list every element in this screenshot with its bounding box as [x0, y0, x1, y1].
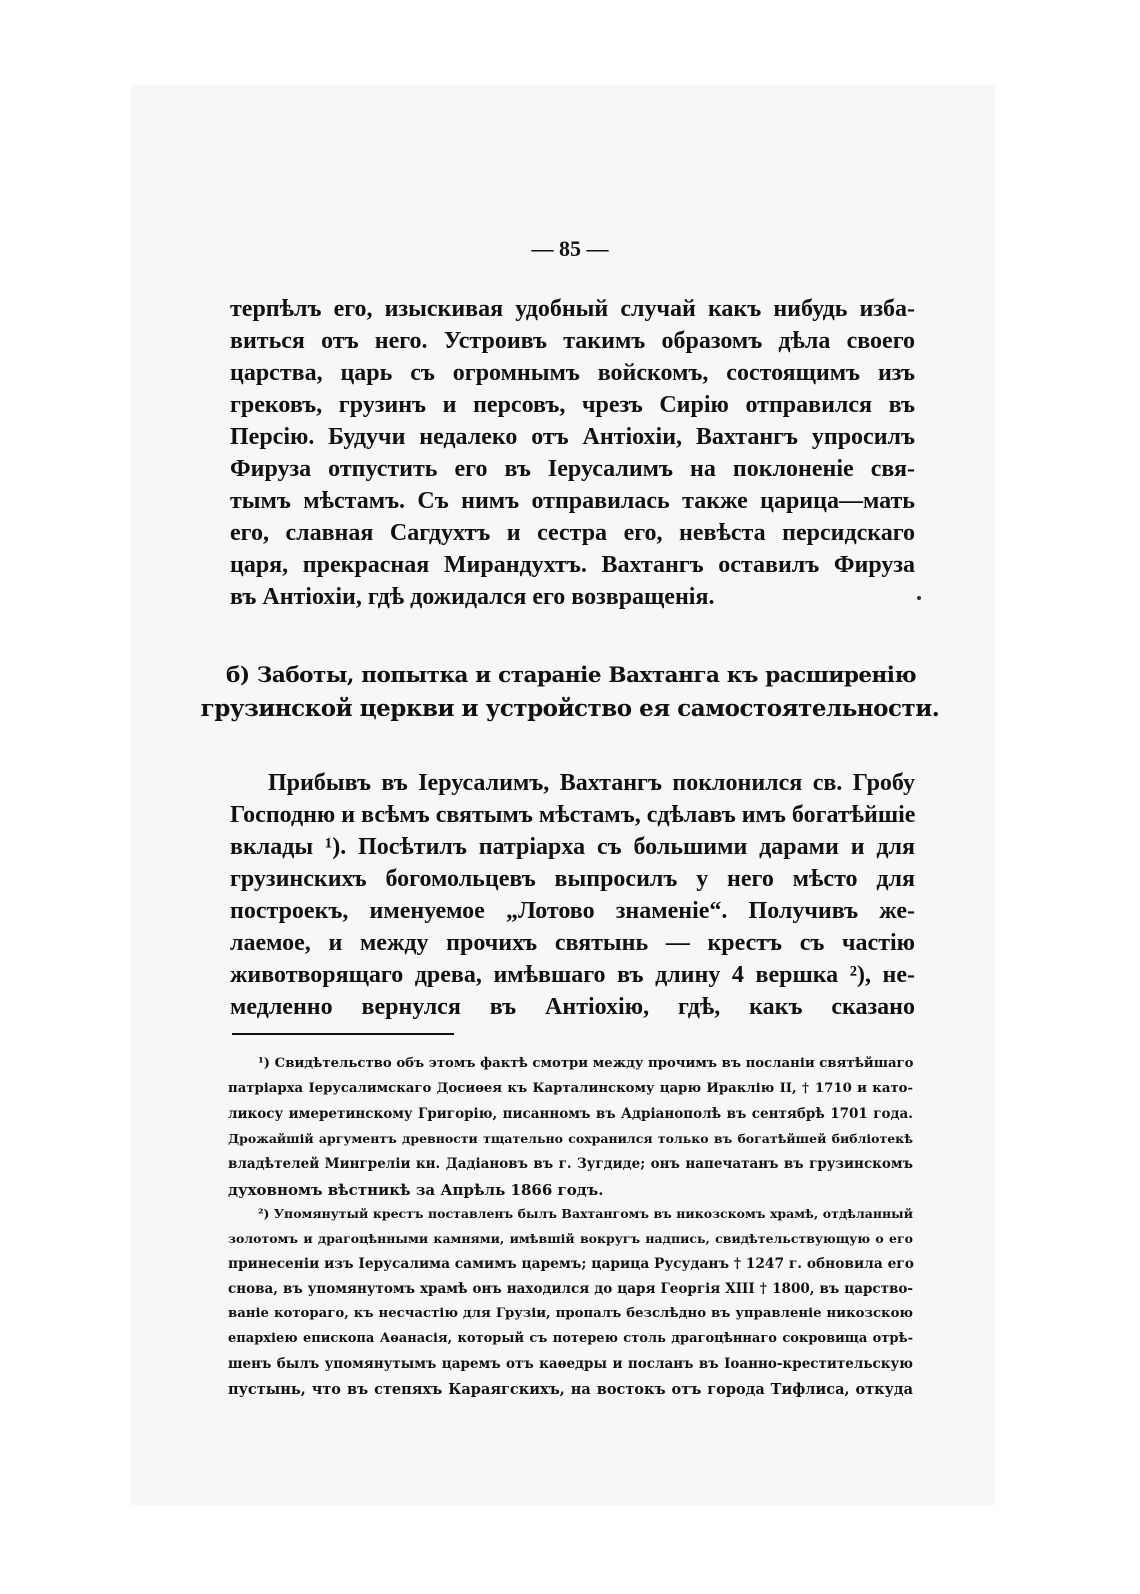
footnote2-line: шенъ былъ упомянутымъ царемъ отъ каѳедры и посланъ въ Іоанно-крестительскую — [228, 1356, 913, 1372]
footnote1-line: ликосу имеретинскому Григорію, писанномъ въ Адріанополѣ въ сентябрѣ 1701 года. — [228, 1106, 913, 1122]
paragraph1-line: терпѣлъ его, изыскивая удобный случай какъ нибудь изба- — [230, 296, 915, 322]
paragraph1-line: виться отъ него. Устроивъ такимъ образомъ дѣла своего — [230, 328, 915, 354]
paragraph2-line: медленно вернулся въ Антіохію, гдѣ, какъ сказано — [230, 994, 915, 1020]
paragraph2-line: построекъ, именуемое „Лотово знаменіе“. Получивъ же- — [230, 898, 915, 924]
footnote1-line: ¹) Свидѣтельство объ этомъ фактѣ смотри между прочимъ въ посланіи святѣйшаго — [258, 1056, 914, 1071]
paragraph2-line: Господню и всѣмъ святымъ мѣстамъ, сдѣлавъ имъ богатѣйшіе — [230, 802, 916, 828]
paragraph1-line: Персію. Будучи недалеко отъ Антіохіи, Вахтангъ упросилъ — [230, 424, 915, 450]
paragraph1-line: царя, прекрасная Мирандухтъ. Вахтангъ оставилъ Фируза — [230, 552, 915, 578]
footnote1-line: духовномъ вѣстникѣ за Апрѣль 1866 годъ. — [228, 1181, 604, 1199]
paragraph1-line: грековъ, грузинъ и персовъ, чрезъ Сирію отправился въ — [230, 392, 915, 418]
footnote2-line: ваніе котораго, къ несчастію для Грузіи, пропалъ безслѣдно въ управленіе никозскою — [228, 1306, 913, 1321]
footnote2-line: ²) Упомянутый крестъ поставленъ былъ Вахтангомъ въ никозскомъ храмѣ, отдѣланный — [258, 1206, 913, 1221]
footnote1-line: владѣтелей Мингреліи кн. Дадіановъ въ г. Зугдиде; онъ напечатанъ въ грузинскомъ — [228, 1156, 913, 1172]
paragraph2-line: Прибывъ въ Іерусалимъ, Вахтангъ поклонился св. Гробу — [268, 770, 915, 796]
footnote1-line: Дрожайшій аргументъ древности тщательно сохранился только въ богатѣйшей библіотекѣ — [228, 1131, 913, 1146]
paragraph2-line: грузинскихъ богомольцевъ выпросилъ у него мѣсто для — [230, 866, 915, 892]
footnote2-line: пустынь, что въ степяхъ Караягскихъ, на востокъ отъ города Тифлиса, откуда — [228, 1381, 913, 1398]
paragraph1-line: царства, царь съ огромнымъ войскомъ, состоящимъ изъ — [230, 360, 915, 386]
paragraph2-line: животворящаго древа, имѣвшаго въ длину 4 вершка ²), не- — [230, 962, 915, 988]
footnote2-line: принесеніи изъ Іерусалима самимъ царемъ; царица Русуданъ † 1247 г. обновила его — [228, 1256, 914, 1272]
section-heading-line1: б) Заботы, попытка и стараніе Вахтанга къ расширенію — [226, 663, 916, 688]
footnote1-line: патріарха Іерусалимскаго Досиѳея къ Карталинскому царю Ираклію II, † 1710 и като- — [228, 1081, 913, 1096]
paragraph2-line: вклады ¹). Посѣтилъ патріарха съ большими дарами и для — [230, 834, 915, 860]
footnote-separator — [232, 1033, 454, 1035]
paragraph1-line: Фируза отпустить его въ Іерусалимъ на поклоненіе свя- — [230, 456, 915, 482]
paragraph2-line: лаемое, и между прочихъ святынь — крестъ съ частію — [230, 930, 915, 956]
footnote2-line: епархіею епископа Аѳанасія, который съ потерею столь драгоцѣннаго сокровища отрѣ- — [228, 1331, 913, 1346]
scan-speck — [917, 596, 921, 600]
footnote2-line: снова, въ упомянутомъ храмѣ онъ находился до царя Георгія XIII † 1800, въ царство- — [228, 1281, 913, 1297]
section-heading-line2: грузинской церкви и устройство ея самостоятельности. — [200, 695, 940, 722]
page-number: — 85 — — [531, 236, 609, 261]
footnote2-line: золотомъ и драгоцѣнными камнями, имѣвшій вокругъ надпись, свидѣтельствующую о его — [228, 1231, 913, 1246]
paragraph1-line: въ Антіохіи, гдѣ дожидался его возвращенія. — [230, 584, 715, 610]
paragraph1-line: тымъ мѣстамъ. Съ нимъ отправилась также царица—мать — [230, 488, 915, 514]
paragraph1-line: его, славная Сагдухтъ и сестра его, невѣста персидскаго — [230, 520, 915, 546]
